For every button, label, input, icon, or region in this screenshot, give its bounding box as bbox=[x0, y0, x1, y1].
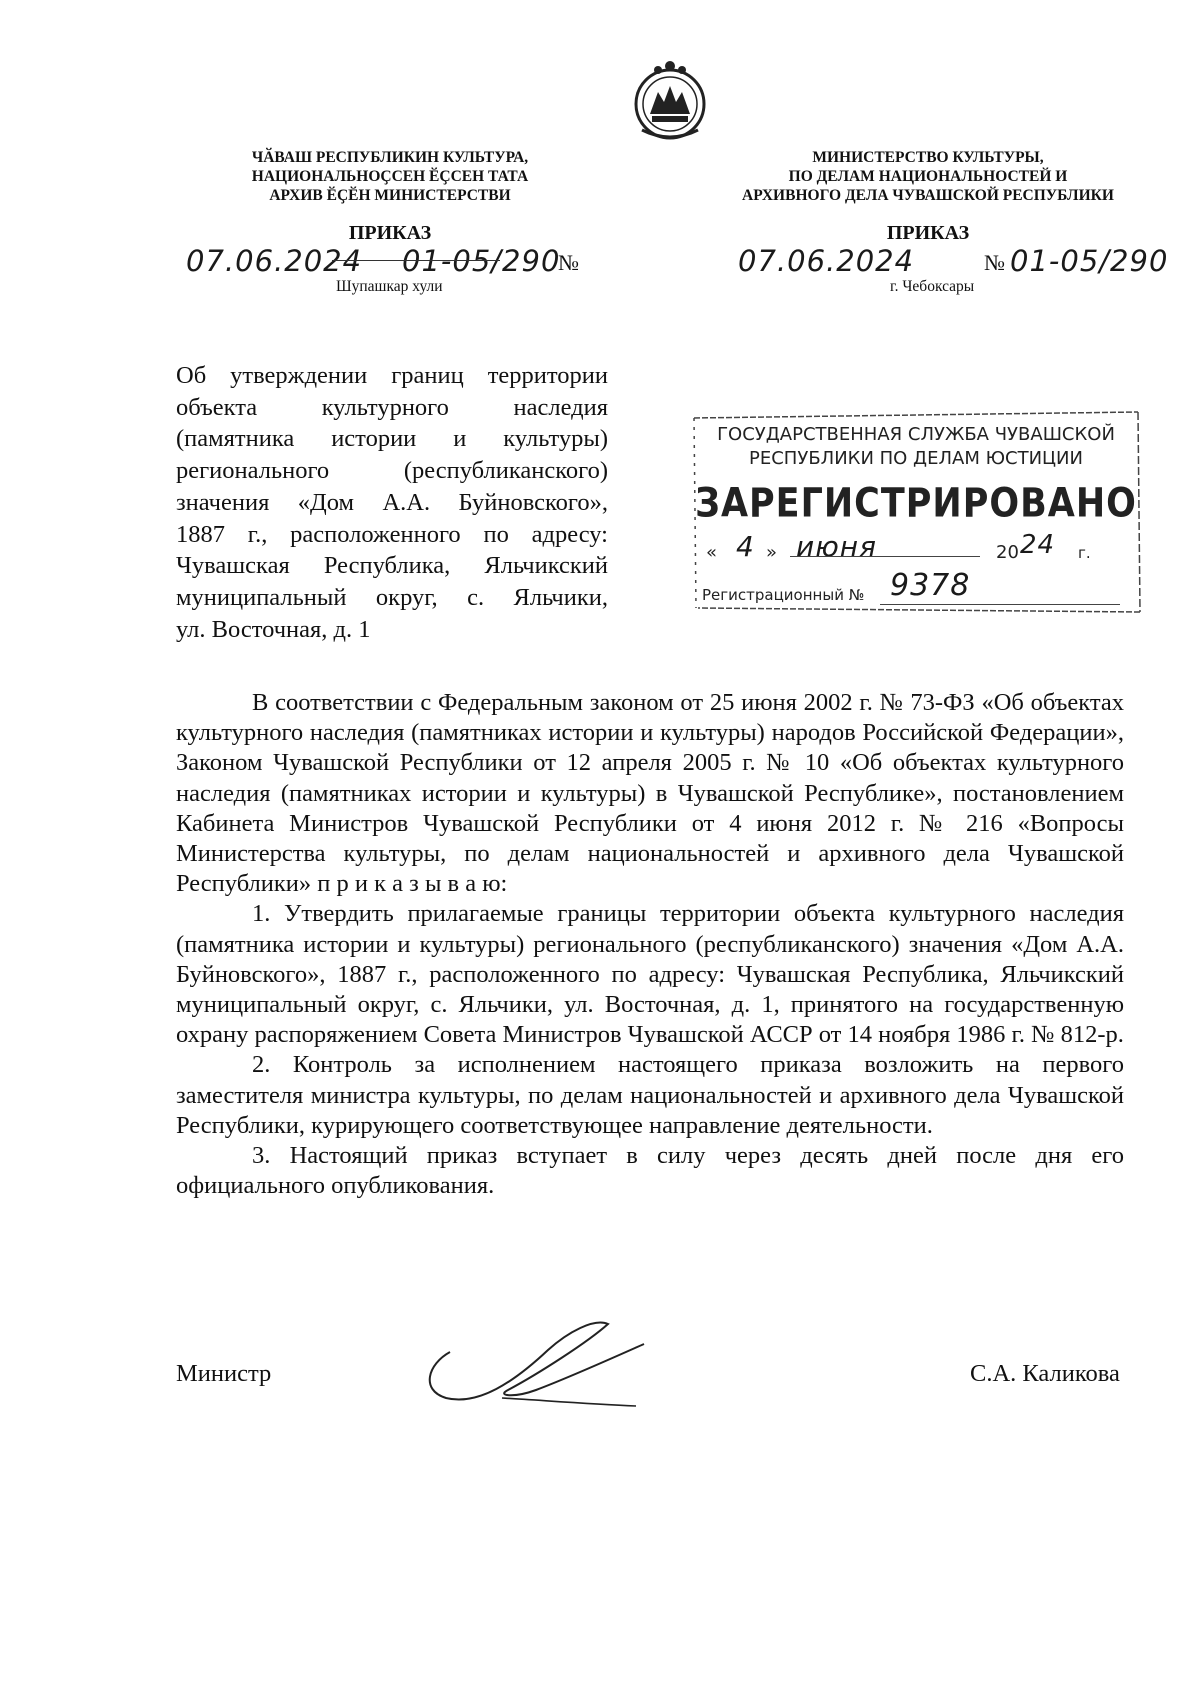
left-number-handwritten: 01-05/290 bbox=[402, 244, 561, 278]
stamp-reg-underline bbox=[880, 604, 1120, 605]
stamp-year-unit: г. bbox=[1078, 544, 1091, 562]
header-left-line1: ЧӐВАШ РЕСПУБЛИКИН КУЛЬТУРА, bbox=[251, 149, 529, 166]
document-title bbox=[176, 360, 608, 645]
stamp-day: 4 bbox=[736, 530, 755, 563]
body-item-3: 3. Настоящий приказ вступает в силу через десять дней после дня его официального опубликования. bbox=[176, 1142, 1124, 1200]
title-line: ул. Восточная, д. 1 bbox=[176, 615, 371, 643]
title-line: 1887 г., расположенного по адресу: bbox=[176, 520, 608, 548]
body-item-1: 1. Утвердить прилагаемые границы территории объекта культурного наследия (памятника истории и культуры) регионального (республиканского) значения «Дом А.А. Буйновского», 1887 г., расположенного по адресу: Чувашская Республика, Яльчикский муниципальный округ, с. Яльчики, ул. Восточная, д. 1, принятого на государственную охрану распоряжением Совета Министров Чувашской АССР от 14 ноября 1986 г. № 812-р. bbox=[176, 900, 1124, 1049]
signature-name: С.А. Каликова bbox=[970, 1360, 1120, 1387]
header-right-line2: ПО ДЕЛАМ НАЦИОНАЛЬНОСТЕЙ И bbox=[788, 168, 1068, 185]
right-date-handwritten: 07.06.2024 bbox=[738, 244, 915, 278]
body-item-2: 2. Контроль за исполнением настоящего приказа возложить на первого заместителя министра культуры, по делам национальностей и архивного дела Чувашской Республики, курирующего соответствующее направление деятельности. bbox=[176, 1051, 1124, 1139]
stamp-reg-number: 9378 bbox=[890, 568, 971, 603]
header-right bbox=[708, 148, 1148, 205]
stamp-month: июня bbox=[796, 530, 877, 563]
coat-of-arms-emblem bbox=[628, 58, 712, 142]
stamp-quote-close: » bbox=[766, 542, 778, 563]
signature-position: Министр bbox=[176, 1360, 272, 1387]
stamp-quote-open: « bbox=[706, 542, 718, 563]
right-number-handwritten: 01-05/290 bbox=[1010, 244, 1169, 278]
registration-stamp bbox=[690, 408, 1142, 618]
left-date-handwritten: 07.06.2024 bbox=[186, 244, 363, 278]
header-right-line1: МИНИСТЕРСТВО КУЛЬТУРЫ, bbox=[812, 149, 1044, 166]
title-line: объекта культурного наследия bbox=[176, 393, 608, 421]
title-line: регионального (республиканского) bbox=[176, 457, 608, 485]
right-number-sign: № bbox=[984, 250, 1005, 275]
title-line: Об утверждении границ территории bbox=[176, 362, 608, 389]
stamp-year-suffix: 24 bbox=[1020, 530, 1056, 560]
header-left-line2: НАЦИОНАЛЬНОҪСЕН ӖҪСЕН ТАТА bbox=[251, 168, 529, 185]
body-intro: В соответствии с Федеральным законом от 25 июня 2002 г. № 73-ФЗ «Об объектах культурного наследия (памятниках истории и культуры) народов Российской Федерации», Законом Чувашской Республики от 12 апреля 2005 г. № 10 «Об объектах культурного наследия (памятниках истории и культуры) в Чувашской Республике», постановлением Кабинета Министров Чувашской Республики от 4 июня 2012 г. № 216 «Вопросы Министерства культуры, по делам национальностей и архивного дела Чувашской Республики» п р и к а з ы в а ю: bbox=[176, 689, 1124, 898]
header-left-line3: АРХИВ ӖҪӖН МИНИСТЕРСТВИ bbox=[269, 187, 511, 204]
right-city: г. Чебоксары bbox=[890, 278, 975, 295]
stamp-reg-label: Регистрационный № bbox=[702, 586, 865, 604]
left-number-sign: № bbox=[558, 250, 579, 275]
title-line: Чувашская Республика, Яльчикский bbox=[176, 552, 608, 580]
prikaz-left-title: ПРИКАЗ bbox=[348, 222, 432, 244]
handwritten-signature bbox=[418, 1312, 658, 1422]
title-line: муниципальный округ, с. Яльчики, bbox=[176, 583, 608, 611]
stamp-month-underline bbox=[790, 556, 980, 557]
stamp-line1: ГОСУДАРСТВЕННАЯ СЛУЖБА ЧУВАШСКОЙ bbox=[717, 424, 1115, 445]
header-left bbox=[200, 148, 580, 205]
prikaz-right-title: ПРИКАЗ bbox=[886, 222, 970, 244]
left-city: Шупашкар хули bbox=[336, 278, 443, 295]
title-line: значения «Дом А.А. Буйновского», bbox=[176, 488, 608, 516]
document-body bbox=[176, 688, 1124, 1201]
stamp-line2: РЕСПУБЛИКИ ПО ДЕЛАМ ЮСТИЦИИ bbox=[749, 448, 1083, 469]
title-line: (памятника истории и культуры) bbox=[176, 425, 608, 453]
stamp-year-prefix: 20 bbox=[996, 542, 1019, 563]
stamp-status: ЗАРЕГИСТРИРОВАНО bbox=[695, 481, 1137, 527]
left-underline bbox=[332, 260, 500, 261]
header-right-line3: АРХИВНОГО ДЕЛА ЧУВАШСКОЙ РЕСПУБЛИКИ bbox=[742, 187, 1114, 204]
